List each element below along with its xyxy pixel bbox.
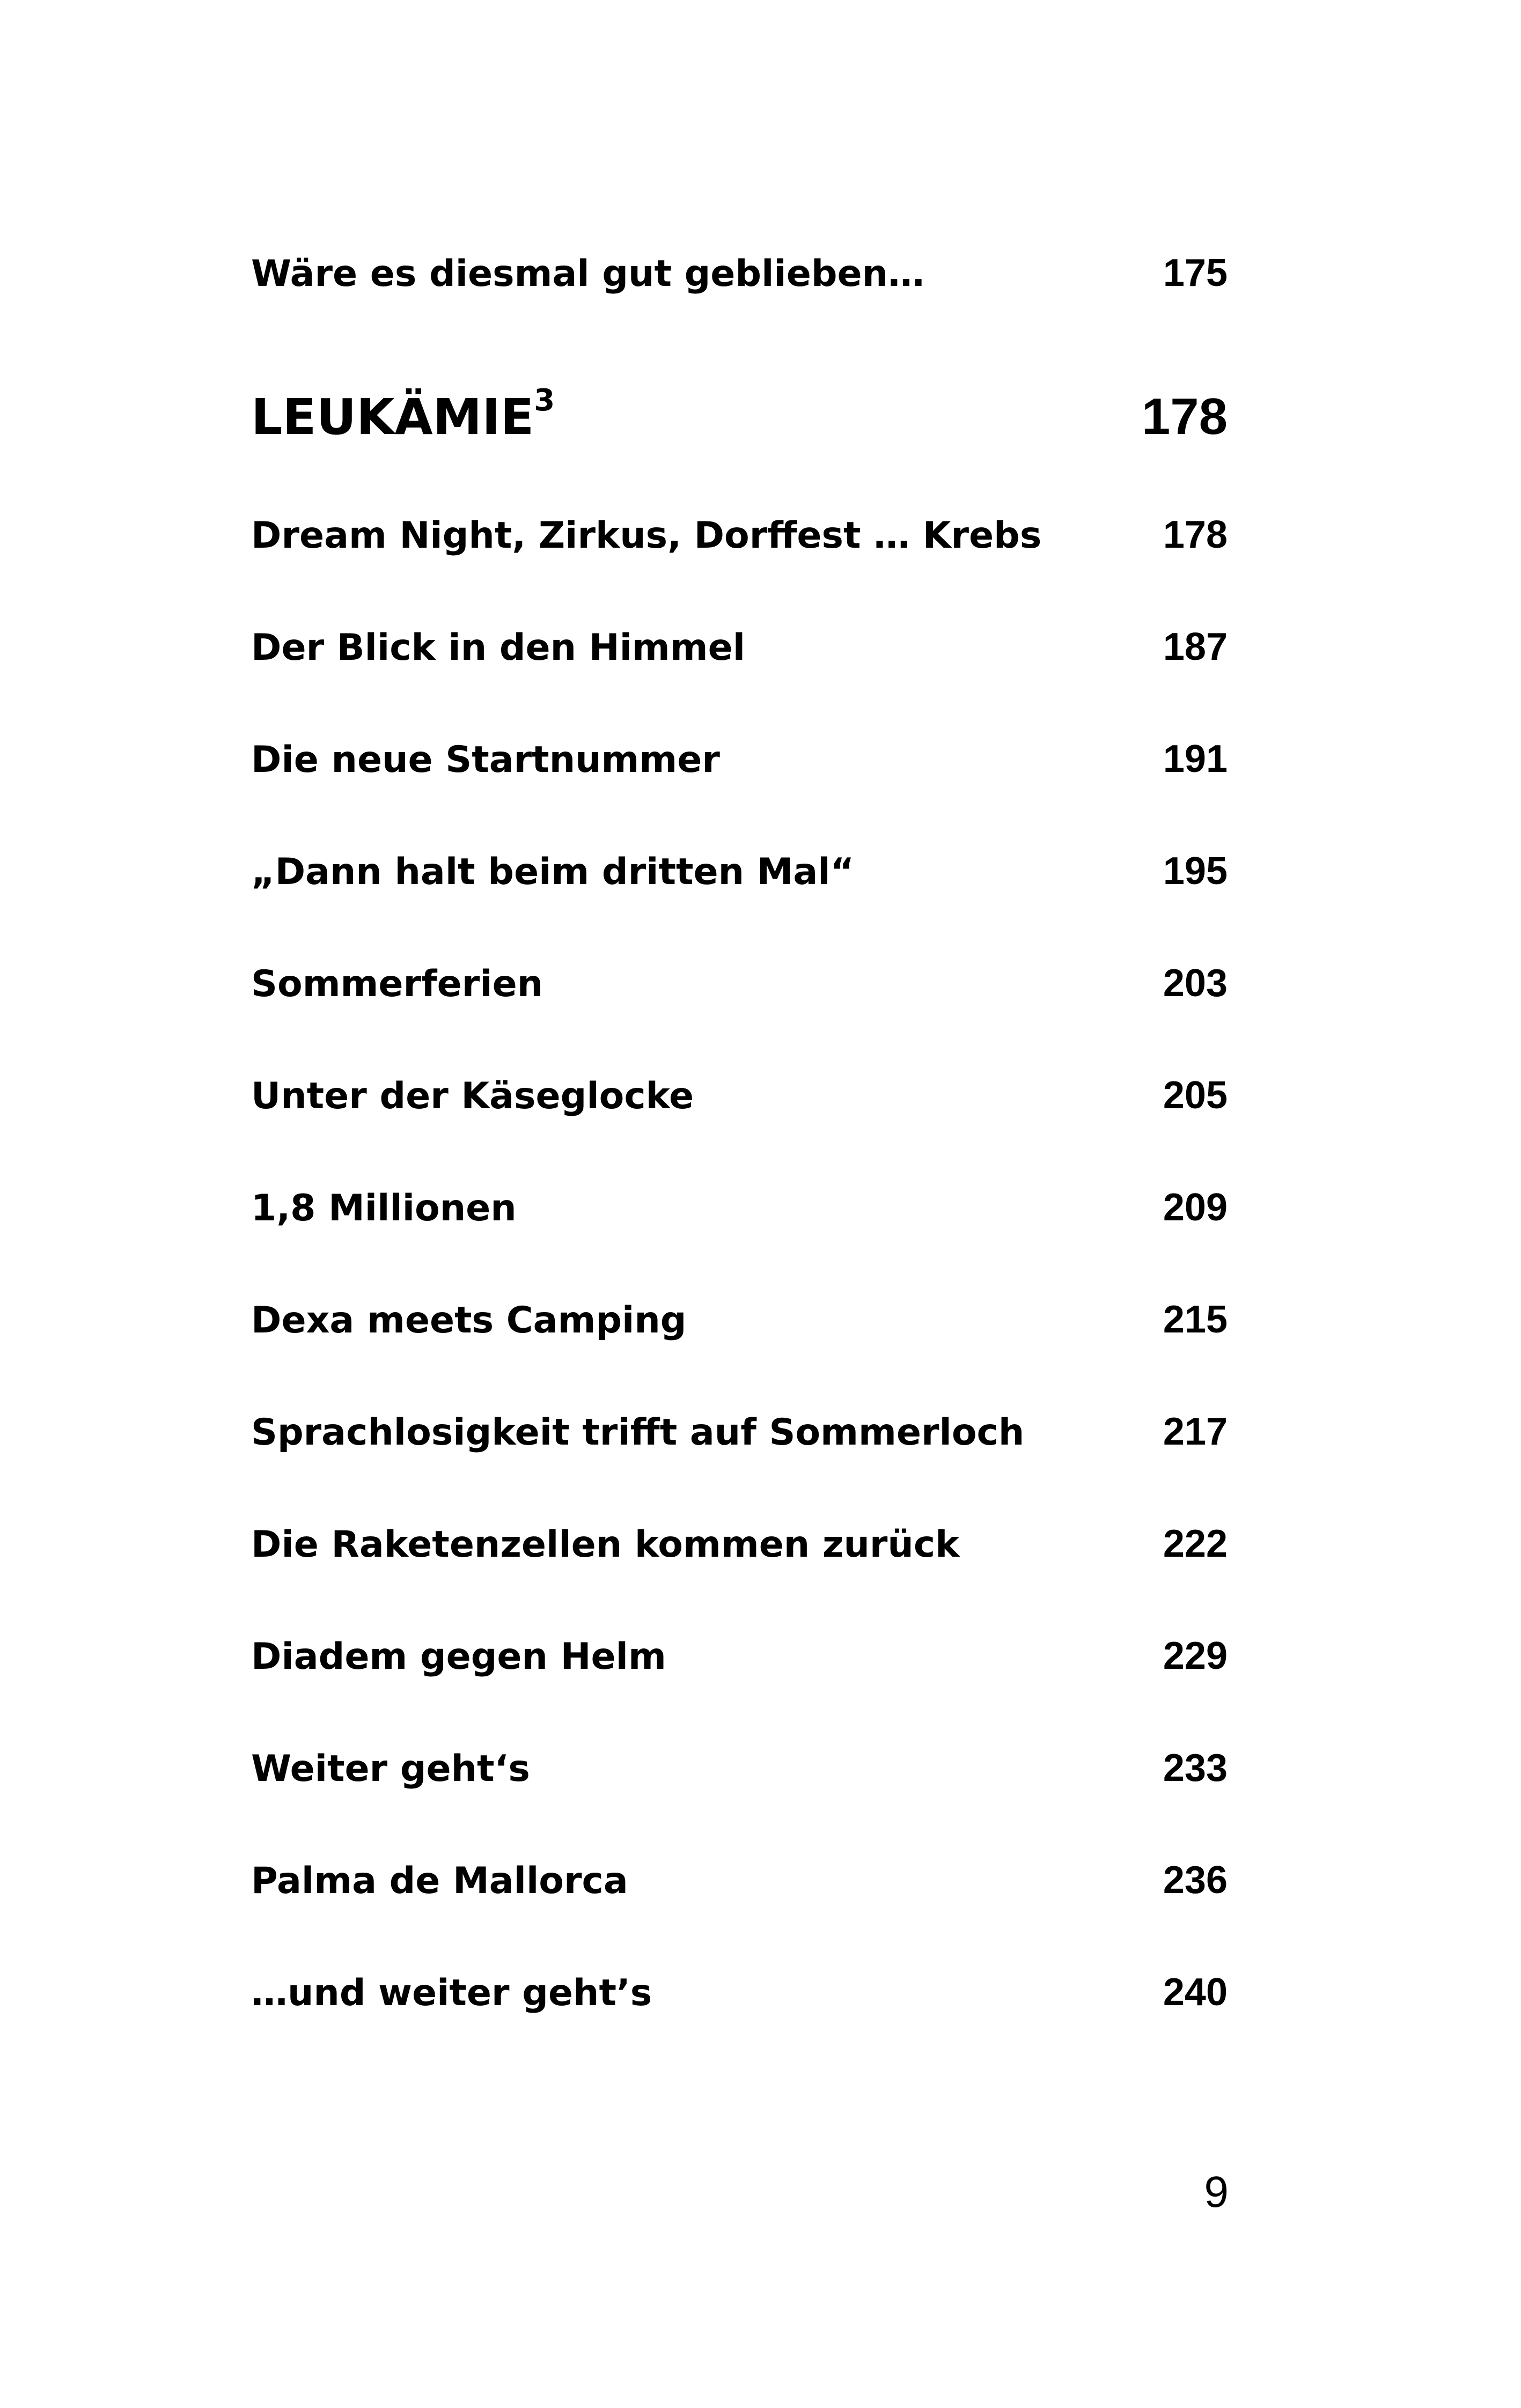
section-title-text: LEUKÄMIE (251, 388, 534, 446)
toc-entry-page: 195 (1163, 850, 1228, 893)
toc-entry-title: Diadem gegen Helm (251, 1636, 666, 1678)
toc-entry-page: 222 (1163, 1522, 1228, 1565)
toc-entry-title: 1,8 Millionen (251, 1187, 517, 1229)
toc-entry-page: 217 (1163, 1410, 1228, 1453)
toc-entry (251, 1634, 1228, 1678)
toc-entry-title: Weiter geht‘s (251, 1748, 530, 1790)
toc-entry-title: Sprachlosigkeit trifft auf Sommerloch (251, 1411, 1025, 1454)
toc-entry (251, 513, 1228, 557)
toc-entry-page: 236 (1163, 1859, 1228, 1902)
toc-entry (251, 1185, 1228, 1229)
toc-entry (251, 1298, 1228, 1342)
section-title-superscript: 3 (534, 383, 555, 418)
toc-entry-title: Palma de Mallorca (251, 1860, 628, 1902)
toc-entry-page: 187 (1163, 625, 1228, 668)
toc-entry-title: Dexa meets Camping (251, 1299, 687, 1342)
toc-entry-page: 191 (1163, 738, 1228, 780)
toc-entry (251, 1970, 1228, 2014)
toc-entry-title: …und weiter geht’s (251, 1972, 652, 2014)
toc-entry-page: 203 (1163, 962, 1228, 1005)
toc-entry-page: 178 (1163, 513, 1228, 556)
toc-entry-page: 205 (1163, 1074, 1228, 1117)
toc-entry-title: Unter der Käseglocke (251, 1075, 694, 1117)
toc-entry (251, 737, 1228, 781)
section-title (251, 383, 555, 446)
toc-entry-page: 240 (1163, 1971, 1228, 2014)
toc-entry (251, 1522, 1228, 1566)
toc-entry-page: 233 (1163, 1747, 1228, 1790)
toc-entry-title: Der Blick in den Himmel (251, 627, 746, 669)
toc-entry (251, 1410, 1228, 1454)
toc-entry (251, 1746, 1228, 1790)
toc-entry-page: 209 (1163, 1186, 1228, 1229)
toc-entry-title: Die Raketenzellen kommen zurück (251, 1523, 960, 1566)
toc-entry (251, 251, 1228, 295)
toc-section-heading (251, 383, 1228, 446)
page-number: 9 (1204, 2168, 1229, 2216)
toc-entry-title: Sommerferien (251, 963, 543, 1005)
toc-entry (251, 1858, 1228, 1902)
toc-entry-page: 229 (1163, 1634, 1228, 1677)
toc-entry-title: Wäre es diesmal gut geblieben… (251, 253, 925, 295)
toc-entry-page: 175 (1163, 252, 1228, 294)
toc-entry (251, 1073, 1228, 1117)
toc-entry-title: Dream Night, Zirkus, Dorffest … Krebs (251, 514, 1042, 557)
section-page: 178 (1141, 388, 1228, 445)
toc-entry (251, 961, 1228, 1005)
toc-entry-title: Die neue Startnummer (251, 739, 720, 781)
toc-entry-page: 215 (1163, 1298, 1228, 1341)
toc-entry (251, 849, 1228, 893)
toc-entry-title: „Dann halt beim dritten Mal“ (251, 851, 855, 893)
toc-entry (251, 625, 1228, 669)
